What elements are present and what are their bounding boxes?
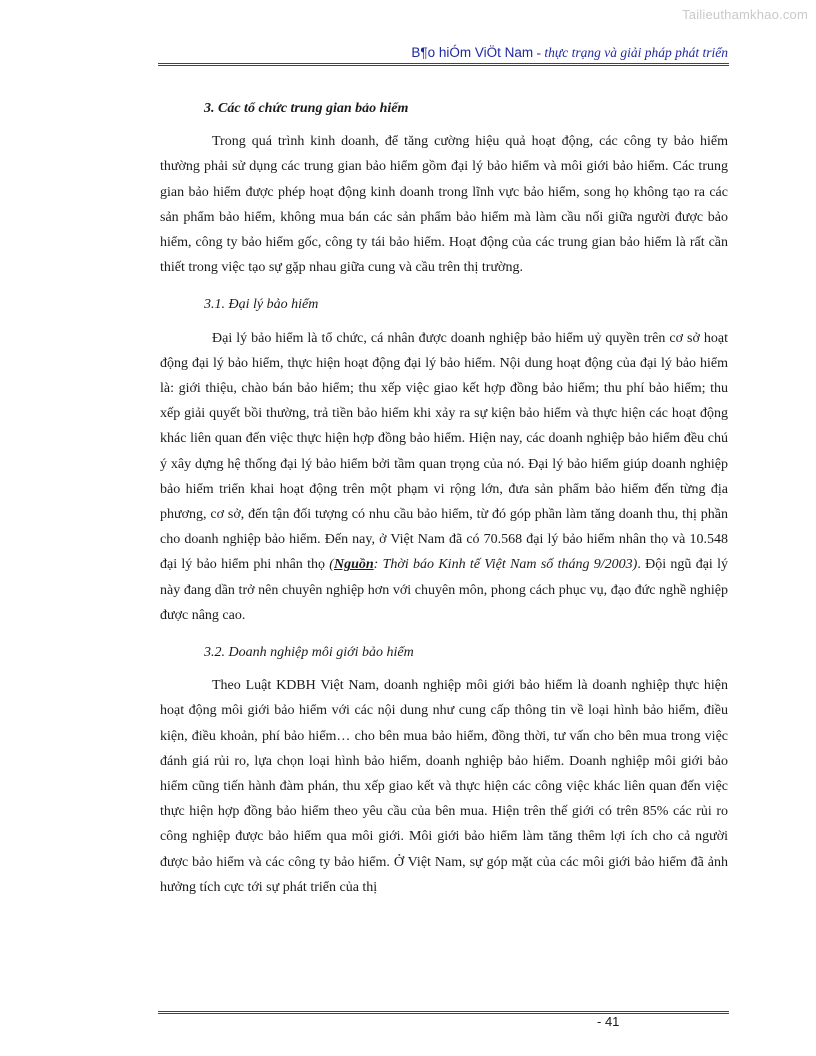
section-title: 3. Các tổ chức trung gian bảo hiểm	[204, 101, 409, 116]
citation-open: (	[329, 557, 334, 573]
subsection-title-brokers: 3.2. Doanh nghiệp môi giới bảo hiểm	[204, 645, 414, 661]
running-header	[411, 45, 728, 61]
watermark-text: Tailieuthamkhao.com	[682, 7, 808, 22]
section-intro-paragraph: Trong quá trình kinh doanh, để tăng cường hiệu quả hoạt động, các công ty bảo hiểm thường phải sử dụng các trung gian bảo hiểm gồm đại lý bảo hiểm và môi giới bảo hiểm. Các trung gian bảo hiểm được phép hoạt động kinh doanh trong lĩnh vực bảo hiểm, song họ không tạo ra các sản phẩm bảo hiểm, không mua bán các sản phẩm bảo hiểm mà làm cầu nối giữa người được bảo hiểm, công ty bảo hiểm gốc, công ty tái bảo hiểm. Hoạt động của các trung gian bảo hiểm là rất cần thiết trong việc tạo sự gặp nhau giữa cung và cầu trên thị trường.	[160, 134, 728, 276]
header-subtitle: thực trạng và giải pháp phát triển	[544, 45, 728, 60]
subsection-brokers-paragraph: Theo Luật KDBH Việt Nam, doanh nghiệp môi giới bảo hiểm là doanh nghiệp thực hiện hoạt động môi giới bảo hiểm với các nội dung như cung cấp thông tin về loại hình bảo hiểm, điều kiện, điều khoản, phí bảo hiểm… cho bên mua bảo hiểm, đồng thời, tư vấn cho bên mua trong việc đánh giá rủi ro, lựa chọn loại hình bảo hiểm, doanh nghiệp bảo hiểm. Doanh nghiệp môi giới bảo hiểm cũng tiến hành đàm phán, thu xếp giao kết và thực hiện các công việc khác liên quan đến việc thực hiện hợp đồng bảo hiểm theo yêu cầu của bên mua. Hiện trên thế giới có trên 85% các rủi ro công nghiệp được bảo hiểm qua môi giới. Môi giới bảo hiểm làm tăng thêm lợi ích cho cả người được bảo hiểm và các công ty bảo hiểm. Ở Việt Nam, sự góp mặt của các môi giới bảo hiểm đã ảnh hưởng tích cực tới sự phát triển của thị	[160, 678, 728, 895]
agents-text-after: . Đội ngũ đại lý này đang dần trở nên chuyên nghiệp hơn với chuyên môn, phong cách phục vụ, đạo đức nghề nghiệp được nâng cao.	[160, 557, 728, 623]
page-body	[160, 96, 728, 900]
header-separator: -	[533, 45, 545, 60]
citation-label: Nguồn	[333, 557, 374, 573]
header-divider	[158, 63, 729, 66]
agents-text-before: Đại lý bảo hiểm là tổ chức, cá nhân được doanh nghiệp bảo hiểm uỷ quyền trên cơ sở hoạt động đại lý bảo hiểm, thực hiện hoạt động đại lý bảo hiểm. Nội dung hoạt động của đại lý bảo hiểm là: giới thiệu, chào bán bảo hiểm; thu xếp việc giao kết hợp đồng bảo hiểm; thu phí bảo hiểm; thu xếp giải quyết bồi thường, trả tiền bảo hiểm khi xảy ra sự kiện bảo hiểm và thực hiện các hoạt động khác liên quan đến việc thực hiện hợp đồng bảo hiểm. Hiện nay, các doanh nghiệp bảo hiểm đều chú ý xây dựng hệ thống đại lý bảo hiểm bởi tầm quan trọng của nó. Đại lý bảo hiểm giúp doanh nghiệp bảo hiểm triển khai hoạt động trên một phạm vi rộng lớn, đưa sản phẩm bảo hiểm đến từng địa phương, cơ sở, đến tận đối tượng có nhu cầu bảo hiểm, từ đó góp phần làm tăng doanh thu, thị phần cho doanh nghiệp bảo hiểm. Đến nay, ở Việt Nam đã có 70.568 đại lý bảo hiểm nhân thọ và 10.548 đại lý bảo hiểm phi nhân thọ	[160, 330, 728, 573]
citation-text: : Thời báo Kinh tế Việt Nam số tháng 9/2003)	[373, 557, 638, 573]
footer-divider	[158, 1011, 729, 1014]
subsection-agents-paragraph	[160, 326, 728, 628]
page-number: - 41	[597, 1014, 620, 1029]
subsection-title-agents: 3.1. Đại lý bảo hiểm	[204, 297, 319, 313]
source-citation	[329, 557, 637, 572]
header-title: B¶o hiÓm ViÖt Nam	[411, 45, 534, 60]
